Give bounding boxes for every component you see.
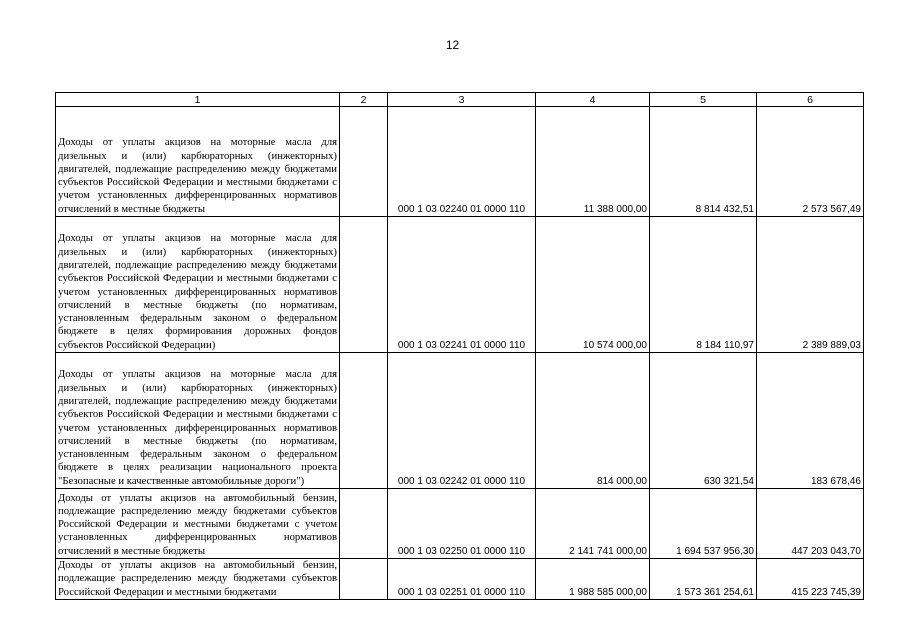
table-header-row [56,93,864,107]
header-cell: 2 [340,93,388,107]
row-col2 [340,489,388,559]
header-cell: 1 [56,93,340,107]
row-actual: 8 814 432,51 [650,107,757,217]
table-row [56,217,864,353]
row-plan: 2 141 741 000,00 [536,489,650,559]
page-number: 12 [445,38,460,52]
row-plan: 11 388 000,00 [536,107,650,217]
header-cell: 4 [536,93,650,107]
table-row [56,489,864,559]
row-col2 [340,353,388,489]
row-col2 [340,217,388,353]
row-remainder: 415 223 745,39 [757,559,864,600]
row-code: 000 1 03 02250 01 0000 110 [388,489,536,559]
row-actual: 8 184 110,97 [650,217,757,353]
row-col2 [340,559,388,600]
header-cell: 6 [757,93,864,107]
header-cell: 5 [650,93,757,107]
row-col2 [340,107,388,217]
row-description: Доходы от уплаты акцизов на моторные масла для дизельных и (или) карбюраторных (инжекторных) двигателей, подлежащие распределению между бюджетами субъектов Российской Федерации и местными бюджетами с учетом установленных дифференцированных нормативов отчислений в местные бюджеты (по нормативам, установленным федеральным законом о федеральном бюджете в целях формирования дорожных фондов субъектов Российской Федерации) [56,217,340,353]
table-row [56,559,864,600]
table-row [56,353,864,489]
row-actual: 1 573 361 254,61 [650,559,757,600]
header-cell: 3 [388,93,536,107]
row-code: 000 1 03 02240 01 0000 110 [388,107,536,217]
row-description: Доходы от уплаты акцизов на моторные масла для дизельных и (или) карбюраторных (инжекторных) двигателей, подлежащие распределению между бюджетами субъектов Российской Федерации и местными бюджетами с учетом установленных дифференцированных нормативов отчислений в местные бюджеты [56,107,340,217]
row-remainder: 183 678,46 [757,353,864,489]
revenue-table [55,92,864,600]
row-plan: 814 000,00 [536,353,650,489]
row-remainder: 447 203 043,70 [757,489,864,559]
row-description: Доходы от уплаты акцизов на автомобильный бензин, подлежащие распределению между бюджетами субъектов Российской Федерации и местными бюджетами с учетом установленных дифференцированных нормативов отчислений в местные бюджеты [56,489,340,559]
row-code: 000 1 03 02251 01 0000 110 [388,559,536,600]
row-actual: 630 321,54 [650,353,757,489]
row-code: 000 1 03 02242 01 0000 110 [388,353,536,489]
row-remainder: 2 573 567,49 [757,107,864,217]
row-plan: 10 574 000,00 [536,217,650,353]
row-actual: 1 694 537 956,30 [650,489,757,559]
row-description: Доходы от уплаты акцизов на моторные масла для дизельных и (или) карбюраторных (инжекторных) двигателей, подлежащие распределению между бюджетами субъектов Российской Федерации и местными бюджетами с учетом установленных дифференцированных нормативов отчислений в местные бюджеты (по нормативам, установленным федеральным законом о федеральном бюджете в целях реализации национального проекта "Безопасные и качественные автомобильные дороги") [56,353,340,489]
table-row [56,107,864,217]
row-code: 000 1 03 02241 01 0000 110 [388,217,536,353]
row-description: Доходы от уплаты акцизов на автомобильный бензин, подлежащие распределению между бюджетами субъектов Российской Федерации и местными бюджетами [56,559,340,600]
row-remainder: 2 389 889,03 [757,217,864,353]
row-plan: 1 988 585 000,00 [536,559,650,600]
